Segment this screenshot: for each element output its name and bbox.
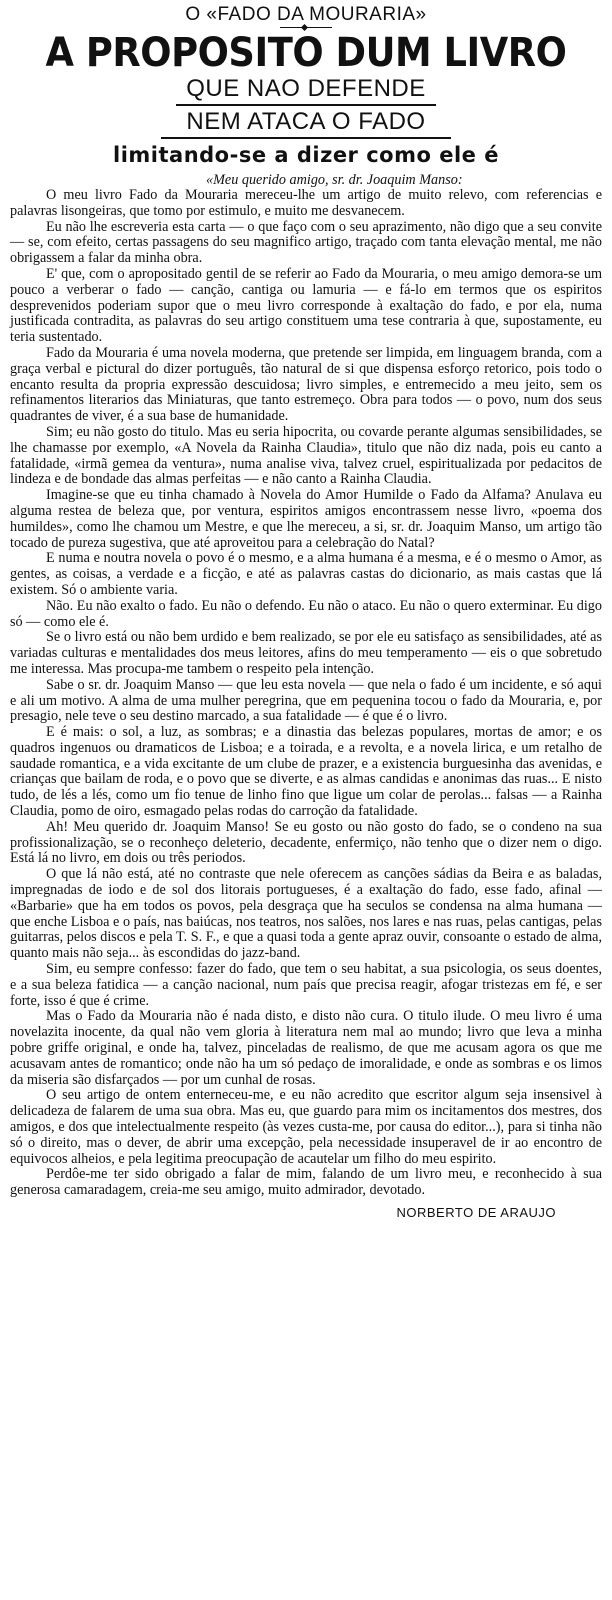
paragraph: O meu livro Fado da Mouraria mereceu-lhe um artigo de muito relevo, com referencias e palavras lisongeiras, que tomo por estimulo, e muito me desvanecem. bbox=[10, 187, 602, 219]
ornament-rule bbox=[280, 27, 332, 28]
subhead-2: NEM ATACA O FADO bbox=[161, 108, 451, 139]
signature: NORBERTO DE ARAUJO bbox=[396, 1205, 556, 1220]
kicker: O «FADO DA MOURARIA» bbox=[185, 4, 427, 25]
paragraph: Sabe o sr. dr. Joaquim Manso — que leu esta novela — que nela o fado é um incidente, e só aqui e ali um motivo. A alma de uma mulher peregrina, que em pequenina tocou o fado da Mouraria, e, por presagio, nele teve o seu destino marcado, a sua fatalidade — é que é o livro. bbox=[10, 676, 602, 725]
paragraph: O que lá não está, até no contraste que nele oferecem as canções sádias da Beira e as baladas, impregnadas de iodo e de sol dos litorais portugueses, é a exaltação do fado, esse fado, afinal — «Barbarie» que ha em todos os povos, pela desgraça que ha seculos se condensa na alma humana — que enche Lisboa e o país, nas baiúcas, nos teatros, nos salões, nos lares e nas ruas, pelas cantigas, pelas guitarras, pelos discos e pela T. S. F., e que a quasi toda a gente apraz ouvir, consoante o estado de alma, quanto mais não seja... às escondidas do jazz-band. bbox=[10, 866, 602, 962]
paragraph: E numa e noutra novela o povo é o mesmo, e a alma humana é a mesma, e é o mesmo o Amor, as gentes, as coisas, a verdade e a ficção, e até as palavras castas do dicionario, as mais castas que lá existem. Só o ambiente varia. bbox=[10, 550, 602, 598]
paragraph: Sim, eu sempre confesso: fazer do fado, que tem o seu habitat, a sua psicologia, os seus doentes, e a sua beleza fatidica — a canção nacional, num país que precisa reagir, afogar tristezas em fé, e ser forte, isso é que é crime. bbox=[10, 961, 602, 1009]
paragraph: E é mais: o sol, a luz, as sombras; e a dinastia das belezas populares, mortas de amor; e os quadros ingenuos ou dramaticos de Lisboa; e a toirada, e a revolta, e a novela lirica, e um retalho de saudade romantica, e a vida excitante de um clube de prazer, e a existencia burguesinha das avenidas, e crianças que bailam de roda, e o povo que se diverte, e as almas candidas e anonimas das ruas... E nisto tudo, de lés a lés, como um fio tenue de linho fino que ligue um colar de perolas... falsas — a Rainha Claudia, pomo de oiro, esmagado pelas rodas do carroção da fatalidade. bbox=[10, 724, 602, 820]
paragraph: Sim; eu não gosto do titulo. Mas eu seria hipocrita, ou covarde perante algumas sensibilidades, se lhe chamasse por exemplo, «A Novela da Rainha Claudia», titulo que não diz nada, pois eu canto a fatalidade, «irmã gemea da ventura», numa analise viva, talvez cruel, espiritualizada por pedacitos de lindeza e de bondade das almas perfeitas — e não canto a Rainha Claudia. bbox=[10, 423, 602, 488]
paragraph: Perdôe-me ter sido obrigado a falar de mim, falando de um livro meu, e reconhecido à sua generosa camaradagem, creia-me seu amigo, muito admirador, devotado. bbox=[10, 1166, 602, 1199]
paragraph: Se o livro está ou não bem urdido e bem realizado, se por ele eu satisfaço as sensibilidades, até as variadas culturas e mentalidades dos meus leitores, afins do meu temperamento — eis o que sobretudo me interessa. Mas procupa-me tambem o respeito pela intenção. bbox=[10, 629, 602, 677]
subhead-1: QUE NAO DEFENDE bbox=[176, 75, 436, 106]
article-body bbox=[10, 188, 602, 1199]
paragraph: Mas o Fado da Mouraria não é nada disto, e disto não cura. O titulo ilude. O meu livro é uma novelazita inocente, da qual não vem gloria à literatura nem mal ao mundo; livro que leva a minha pobre griffe original, e onde ha, talvez, pinceladas de realismo, de que me acusam agora os que me acusavam antes de romantico; onde não ha um só pedaço de imoralidade, e onde as sombras e os limos da miseria são disfarçados — por um cunhal de rosas. bbox=[10, 1008, 602, 1088]
paragraph: O seu artigo de ontem enterneceu-me, e eu não acredito que escritor algum seja insensivel à delicadeza de falarem de uma sua obra. Mas eu, que guardo para mim os incitamentos dos mestres, dos amigos, e dos que intelectualmente respeito (às vezes custa-me, por causa do editor...), para si tinha não só o direito, mas o dever, de abrir uma excepção, pela necessidade insuperavel de ir ao encontro de equivocos alheios, e pela legitima preocupação de acautelar um filho do meu espirito. bbox=[10, 1087, 602, 1167]
paragraph: Ah! Meu querido dr. Joaquim Manso! Se eu gosto ou não gosto do fado, se o condeno na sua profissionalização, se o reconheço deleterio, decadente, enfermiço, não tenho que o dizer nem o digo. Está lá no livro, em dois ou três periodos. bbox=[10, 818, 602, 867]
paragraph: Imagine-se que eu tinha chamado à Novela do Amor Humilde o Fado da Alfama? Anulava eu alguma restea de beleza que, por ventura, espiritos amigos encontrassem nesse livro, «poema dos humildes», como lhe chamou um Mestre, e que lhe mereceu, a si, sr. dr. Joaquim Manso, um artigo tão tocado de pureza sugestiva, que até aproveitou para a celebração do Natal? bbox=[10, 487, 602, 551]
salutation: «Meu querido amigo, sr. dr. Joaquim Manso: bbox=[206, 172, 463, 188]
headline: A PROPOSITO DUM LIVRO bbox=[45, 30, 567, 76]
paragraph: Não. Eu não exalto o fado. Eu não o defendo. Eu não o ataco. Eu não o quero exterminar. Eu digo só — como ele é. bbox=[10, 597, 602, 630]
paragraph: E' que, com o apropositado gentil de se referir ao Fado da Mouraria, o meu amigo demora-se um pouco a verberar o fado — canção, cantiga ou lamuria — e fá-lo em termos que os espiritos desprevenidos poderiam supor que o meu livro corresponde à exaltação do fado, e por ela, numa justificada contradita, as palavras do seu artigo constituem uma tese contraria à que, supostamente, eu teria sustentado. bbox=[10, 265, 602, 346]
paragraph: Eu não lhe escreveria esta carta — o que faço com o seu aprazimento, não digo que a seu convite — se, com efeito, certas passagens do seu magnifico artigo, traçado com tanta elevação mental, me não obrigassem a falar da minha obra. bbox=[10, 218, 602, 267]
deck: limitando-se a dizer como ele é bbox=[113, 143, 499, 167]
paragraph: Fado da Mouraria é uma novela moderna, que pretende ser limpida, em linguagem branda, com a graça verbal e pictural do dizer português, tão natural de si que dispensa esforço retorico, pois todo o encanto resulta da propria expressão descuidosa; livro simples, e entremecido a meu jeito, sem os refinamentos literarios das Miniaturas, que tanto estremeço. Obra para todos — o povo, num dos seus quadrantes de viver, é a sua base de humanidade. bbox=[10, 344, 602, 425]
